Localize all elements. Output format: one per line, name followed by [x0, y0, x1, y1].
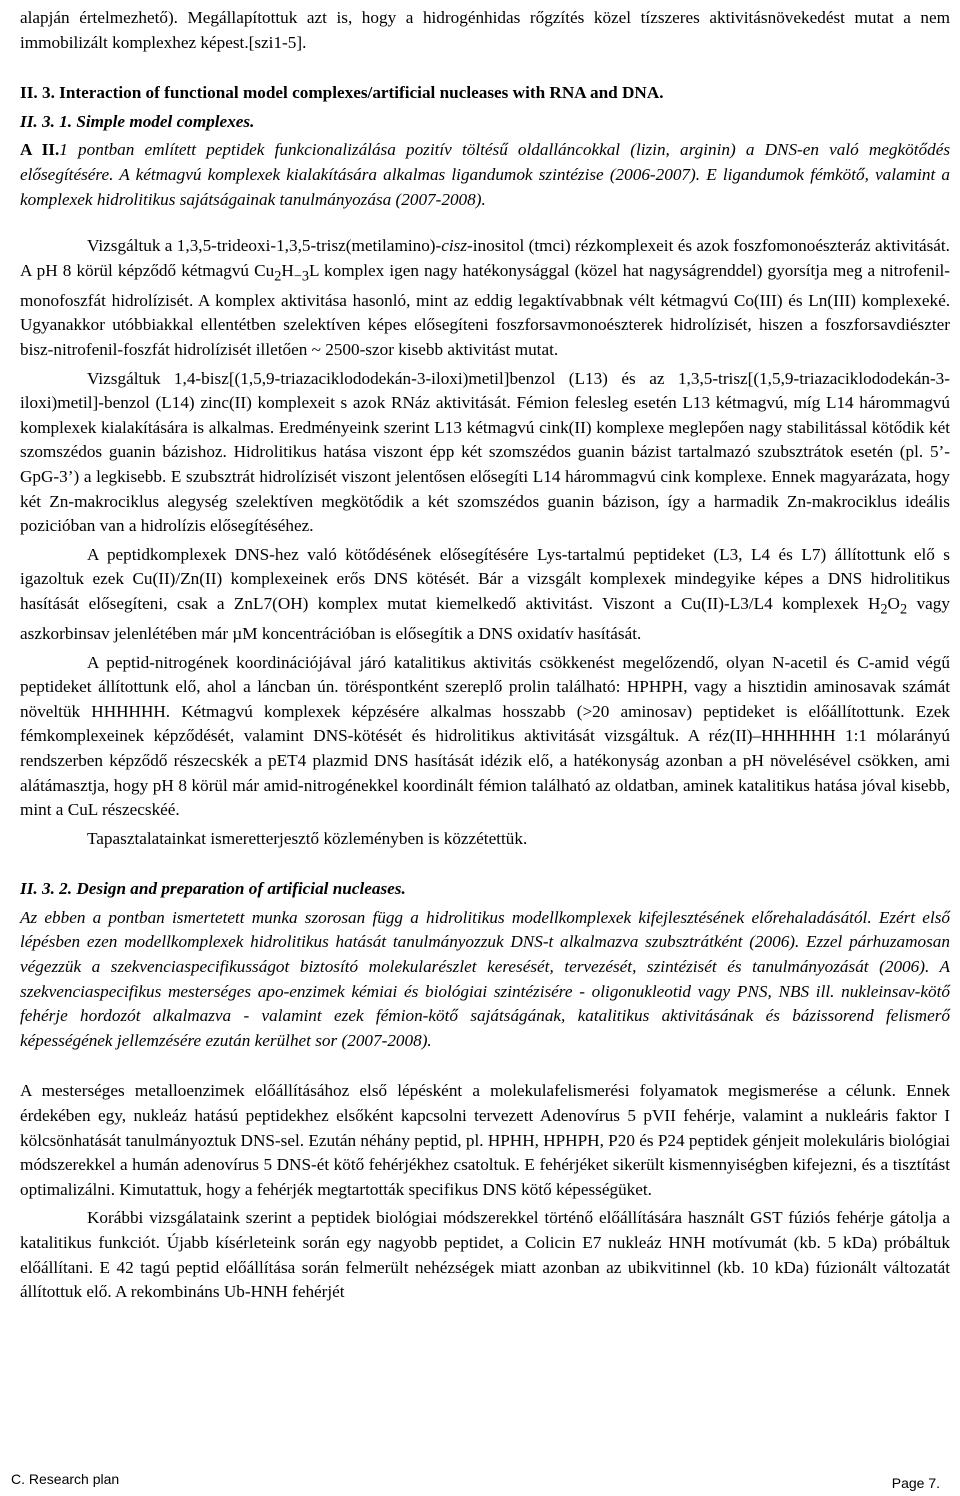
footer-page-number: Page 7. [891, 1475, 940, 1491]
paragraph-metalloenzymes: A mesterséges metalloenzimek előállításához első lépésként a molekulafelismerési folyamatok megismerése a célunk. Ennek érdekében egy, nukleáz hatású peptidekhez elsőként kapcsolni tervezett Adenovírus 5 pVII fehérje, valamint a nukleáris faktor I kölcsönhatását tanulmányoztuk DNS-sel. Ezután néhány peptid, pl. HPHH, HPHPH, P20 és P24 peptidek génjeit molekuláris biológiai módszerekkel a humán adenovírus 5 DNS-ét kötő fehérjékhez csatoltuk. E fehérjéket sikerült kismennyiségben kifejezni, és a tisztítást optimalizálni. Kimutattuk, hogy a fehérjék megtartották specifikus DNS kötő képességüket. [20, 1081, 950, 1199]
paragraph-zinc-complexes: Vizsgáltuk 1,4-bisz[(1,5,9-triazaciklododekán-3-iloxi)metil]benzol (L13) és az 1,3,5-trisz[(1,5,9-triazaciklododekán-3-iloxi)metil]-benzol (L14) zinc(II) komplexeit s azok RNáz aktivitását. Fémion felesleg esetén L13 kétmagvú, míg L14 hárommagvú komplexek kialakítására is alkalmas. Eredményeink szerint L13 kétmagvú cink(II) komplexe meglepően nagy stabilitással kötődik két szomszédos guanin bázishoz. Hidrolitikus hatása viszont épp két szomszédos guanin bázist tartalmazó szubsztrátok esetén (pl. 5’-GpG-3’) a legkisebb. E szubsztrát hidrolízisét viszont jelentősen elősegíti L14 hárommagvú cink komplexe. Ennek magyarázata, hogy két Zn-makrociklus alegység szelektíven megkötődik a két szomszédos guanin bázison, így a harmadik Zn-makrociklus ideális pozicióban van a hidrolízis elősegítéséhez. [20, 368, 950, 536]
footer-section-label: C. Research plan [11, 1471, 120, 1487]
intro-paragraph [20, 138, 950, 212]
p1-c: H [281, 260, 294, 280]
p1-sub1: 2 [274, 268, 282, 285]
p1-cisz: cisz [441, 236, 468, 256]
paragraph-tmci [20, 234, 950, 362]
section-heading-II-3: II. 3. Interaction of functional model complexes/artificial nucleases with RNA and DNA. [20, 83, 664, 103]
p3-sub2: 2 [899, 601, 908, 618]
p1-d: L komplex igen nagy hatékonysággal (közel hat nagyságrenddel) gyorsítja meg a nitrofenil-monofoszfát hidrolízisét. A komplex aktivitása hasonló, mint az eddig legaktívabbnak vélt kétmagvú Co(III) és Ln(III) komplexeké. Ugyanakkor utóbbiakkal ellentétben szelektíven képes elősegíteni foszforsavmonoészterek hidrolízisét, hiszen a foszforsavdiészter bisz-nitrofenil-foszfát hidrolízisét illetően ~ 2500-szor kisebb aktivitást mutat. [20, 260, 950, 359]
paragraph-publication: Tapasztalatainkat ismeretterjesztő közleményben is közzétettük. [87, 828, 528, 848]
p1-b: -inositol (tmci) rézkomplexeit és azok foszfomonoészteráz aktivitását. A pH 8 körül képződő kétmagvú Cu [20, 236, 950, 280]
p3-c: vagy aszkorbinsav jelenlétében már µM koncentrációban is elősegítik a DNS oxidatív hasítását. [20, 593, 950, 643]
p1-sub2: −3 [293, 268, 310, 285]
paragraph-peptide-complexes [20, 543, 950, 647]
paragraph-gst-fusion: Korábbi vizsgálataink szerint a peptidek biológiai módszerekkel történő előállítására használt GST fúziós fehérje gátolja a katalitikus funkciót. Újabb kísérleteink során egy nagyobb peptidet, a Colicin E7 nukleáz HNH motívumát (kb. 5 kDa) próbáltuk előállítani. E 42 tagú peptid előállítása során felmerült nehézségek miatt azonban az ubikvitinnel (kb. 10 kDa) fúzionált változatát állítottuk elő. A rekombináns Ub-HNH fehérjét [20, 1208, 950, 1302]
intro-text: 1 pontban említett peptidek funkcionalizálása pozitív töltésű oldalláncokkal (lizin, arginin) a DNS-en való megkötődés elősegítésére. A kétmagvú komplexek kialakítására alkalmas ligandumok szintézise (2006-2007). E ligandumok fémkötő, valamint a komplexek hidrolitikus sajátságainak tanulmányozása (2007-2008). [20, 140, 951, 209]
intro-prefix: A II. [20, 140, 60, 160]
p3-sub1: 2 [880, 601, 888, 618]
paragraph-peptide-nitrogens: A peptid-nitrogének koordinációjával járó katalitikus aktivitás csökkenést megelőzendő, olyan N-acetil és C-amid végű peptideket állítottunk elő, ahol a láncban ún. töréspontként szereplő prolin található: HPHPH, vagy a hisztidin aminosavak számát növeltük HHHHHH. Kétmagvú komplexek képzésére alkalmas hosszabb (>20 aminosav) peptideket is előállítottunk. Ezek fémkomplexeinek képződését, valamint DNS-kötését és hidrolitikus aktivitását vizsgáltuk. A réz(II)–HHHHHH 1:1 mólarányú rendszerben képződő részecskék a pET4 plazmid DNS hasítását idézik elő, a hatékonyság azonban a pH növelésével csökken, ami alátámasztja, hogy pH 8 körül már amid-nitrogénekkel koordinált fémion található az oldatban, aminek katalitikus hatása jóval kisebb, mint a CuL részecskéé. [20, 652, 950, 820]
document-body [20, 6, 950, 1305]
p3-b: O [887, 593, 900, 613]
section-heading-II-3-2: II. 3. 2. Design and preparation of artificial nucleases. [20, 879, 406, 899]
p3-a: A peptidkomplexek DNS-hez való kötődésének elősegítésére Lys-tartalmú peptideket (L3, L4 és L7) állítottunk elő s igazoltuk ezek Cu(II)/Zn(II) komplexeinek erős DNS kötését. Bár a vizsgált komplexek mindegyike képes a DNS hidrolitikus hasítását elősegíteni, csak a ZnL7(OH) komplex mutat kiemelkedő aktivitást. Viszont a Cu(II)-L3/L4 komplexek H [20, 544, 950, 613]
top-paragraph: alapján értelmezhető). Megállapítottuk azt is, hogy a hidrogénhidas rőgzítés közel tízszeres aktivitásnövekedést mutat a nem immobilizált komplexhez képest.[szi1-5]. [20, 8, 950, 52]
section-heading-II-3-1: II. 3. 1. Simple model complexes. [20, 111, 255, 131]
italic-plan-paragraph: Az ebben a pontban ismertetett munka szorosan függ a hidrolitikus modellkomplexek kifejlesztésének előrehaladásától. Ezért első lépésben ezen modellkomplexek hidrolitikus hatását tanulmányozzuk DNS-t alkalmazva szubsztrátként (2006). Ezzel párhuzamosan végezzük a szekvenciaspecifikusságot biztosító molekularészlet keresését, tervezését, szintézisét és tanulmányozását (2006). A szekvenciaspecifikus mesterséges apo-enzimek kémiai és biológiai szintézisére - oligonukleotid vagy PNS, NBS ill. nukleinsav-kötő fehérje hordozót alkalmazva - valamint ezek fémion-kötő sajátságának, katalitikus aktivitásának és bázissorend felismerő képességének jellemzésére ezután kerülhet sor (2007-2008). [20, 907, 950, 1050]
p1-a: Vizsgáltuk a 1,3,5-trideoxi-1,3,5-trisz(metilamino)- [87, 236, 442, 256]
